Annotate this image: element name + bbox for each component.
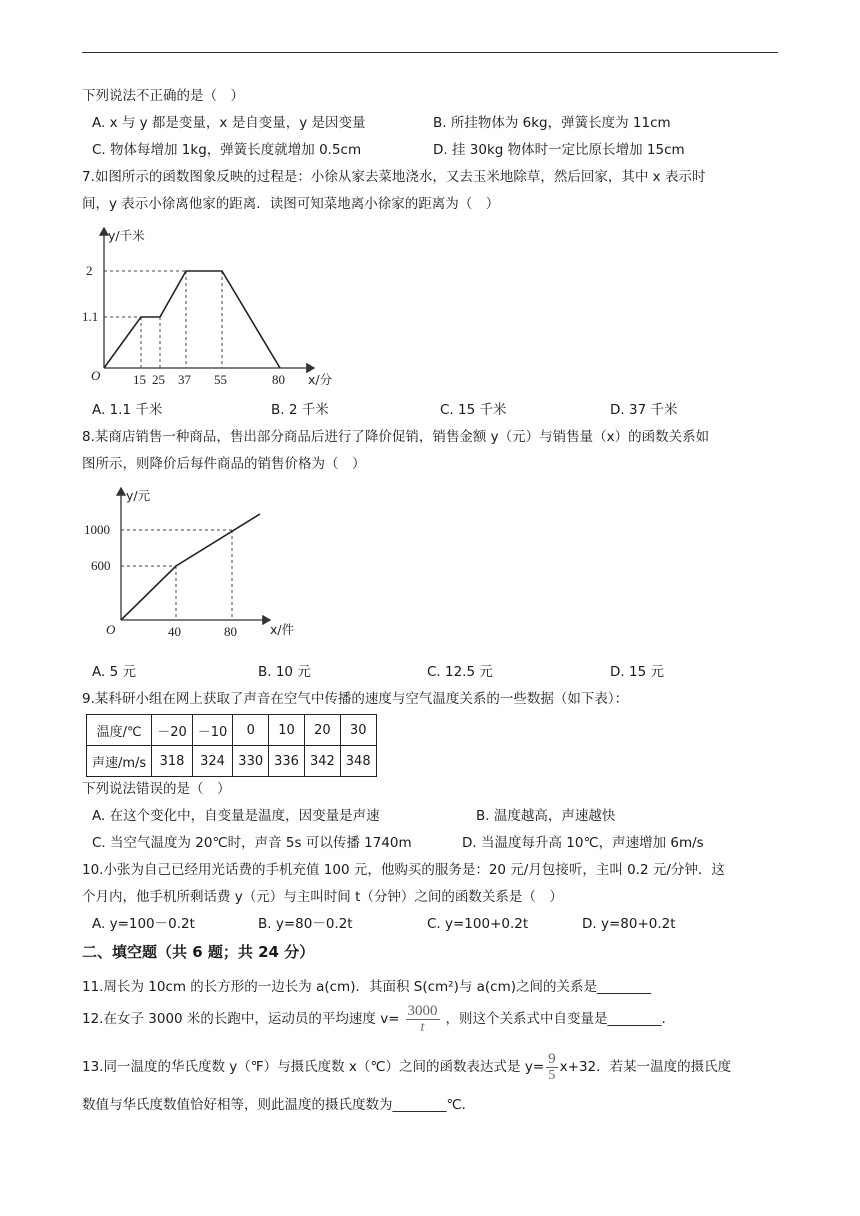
q12-before: 12.在女子 3000 米的长跑中，运动员的平均速度 v=	[82, 1011, 400, 1027]
q7-option-a[interactable]: A. 1.1 千米	[92, 402, 163, 418]
q8-y-axis-label: y/元	[126, 488, 151, 503]
q6-option-b[interactable]: B. 所挂物体为 6kg，弹簧长度为 11cm	[433, 115, 671, 131]
q7-xtick-37: 37	[178, 372, 191, 387]
header-rule	[82, 52, 778, 53]
q7-option-b[interactable]: B. 2 千米	[271, 402, 329, 418]
q8-ytick-1000: 1000	[84, 522, 110, 537]
q12-after: ，则这个关系式中自变量是________.	[445, 1011, 666, 1027]
q12-frac-num: 3000	[407, 1002, 438, 1019]
table-cell: 342	[304, 746, 340, 777]
table-cell: 318	[152, 746, 193, 777]
q8-xtick-80: 80	[224, 624, 237, 639]
q9-option-a[interactable]: A. 在这个变化中，自变量是温度，因变量是声速	[92, 808, 380, 824]
q7-origin: O	[91, 368, 101, 383]
q10-option-d[interactable]: D. y=80+0.2t	[582, 916, 676, 932]
q7-stem-line1: 7.如图所示的函数图象反映的过程是：小徐从家去菜地浇水，又去玉米地除草，然后回家，其中 x 表示时	[82, 169, 706, 185]
table-cell: 336	[269, 746, 305, 777]
table-cell: －20	[152, 715, 193, 746]
q13-line1	[82, 1050, 731, 1084]
q13-line2: 数值与华氏度数值恰好相等，则此温度的摄氏度数为________℃．	[82, 1097, 476, 1113]
q8-option-c[interactable]: C. 12.5 元	[427, 664, 493, 680]
q9-stem-tail: 下列说法错误的是（ ）	[82, 781, 231, 797]
q12-line	[82, 1002, 666, 1036]
q8-graph	[82, 482, 312, 644]
q9-option-c[interactable]: C. 当空气温度为 20℃时，声音 5s 可以传播 1740m	[92, 835, 412, 851]
q7-stem-line2: 间，y 表示小徐离他家的距离．读图可知菜地离小徐家的距离为（ ）	[82, 196, 500, 212]
section-title: 二、填空题（共 6 题；共 24 分）	[82, 943, 315, 961]
table-cell: 348	[340, 746, 376, 777]
q9-stem: 9.某科研小组在网上获取了声音在空气中传播的速度与空气温度关系的一些数据（如下表）：	[82, 691, 629, 707]
q8-guides	[121, 530, 232, 620]
q8-stem-line1: 8.某商店销售一种商品，售出部分商品后进行了降价促销，销售金额 y（元）与销售量（x）的函数关系如	[82, 429, 710, 445]
q7-function-line	[104, 271, 280, 368]
q6-stem: 下列说法不正确的是（ ）	[82, 88, 244, 104]
q11-text: 11.周长为 10cm 的长方形的一边长为 a(cm)．其面积 S(cm²)与 a(cm)之间的关系是________	[82, 979, 652, 995]
q9-option-d[interactable]: D. 当温度每升高 10℃，声速增加 6m/s	[462, 835, 704, 851]
table-cell: －10	[192, 715, 233, 746]
q7-xtick-55: 55	[214, 372, 227, 387]
q8-stem-line2: 图所示，则降价后每件商品的销售价格为（ ）	[82, 456, 366, 472]
q12-fraction	[406, 1004, 440, 1035]
table-cell: 30	[340, 715, 376, 746]
q10-option-a[interactable]: A. y=100－0.2t	[92, 916, 195, 932]
q10-stem-line1: 10.小张为自己已经用光话费的手机充值 100 元，他购买的服务是：20 元/月包接听，主叫 0.2 元/分钟．这	[82, 862, 725, 878]
q8-origin: O	[106, 622, 116, 637]
q7-guides	[104, 271, 222, 368]
q7-xtick-15: 15	[133, 372, 146, 387]
q13-frac-den: 5	[548, 1067, 556, 1083]
q7-x-axis-label: x/分	[308, 372, 333, 387]
q8-option-d[interactable]: D. 15 元	[610, 664, 664, 680]
table-cell: 10	[269, 715, 305, 746]
table-cell: 温度/℃	[87, 715, 152, 746]
q12-frac-den: t	[420, 1019, 425, 1035]
table-cell: 声速/m/s	[87, 746, 152, 777]
q9-data-table	[86, 714, 377, 777]
table-cell: 330	[233, 746, 269, 777]
q9-option-b[interactable]: B. 温度越高，声速越快	[476, 808, 616, 824]
q6-option-a[interactable]: A. x 与 y 都是变量，x 是自变量，y 是因变量	[92, 115, 366, 131]
table-row	[87, 746, 377, 777]
q7-ytick-1-1: 1.1	[82, 309, 99, 324]
table-cell: 20	[304, 715, 340, 746]
q8-ytick-600: 600	[91, 558, 111, 573]
table-cell: 0	[233, 715, 269, 746]
q13-frac-num: 9	[548, 1050, 556, 1067]
q13-fraction	[546, 1052, 558, 1083]
q7-y-axis-label: y/千米	[108, 228, 145, 243]
q10-stem-line2: 个月内，他手机所剩话费 y（元）与主叫时间 t（分钟）之间的函数关系是（ ）	[82, 889, 563, 905]
q13-before: 13.同一温度的华氏度数 y（℉）与摄氏度数 x（℃）之间的函数表达式是 y=	[82, 1059, 545, 1075]
q13-after: x+32．若某一温度的摄氏度	[559, 1059, 732, 1075]
q7-option-c[interactable]: C. 15 千米	[440, 402, 507, 418]
table-cell: 324	[192, 746, 233, 777]
q6-option-c[interactable]: C. 物体每增加 1kg，弹簧长度就增加 0.5cm	[92, 142, 362, 158]
q7-ytick-2: 2	[86, 263, 93, 278]
q8-option-b[interactable]: B. 10 元	[258, 664, 311, 680]
q8-xtick-40: 40	[168, 624, 181, 639]
q7-option-d[interactable]: D. 37 千米	[610, 402, 678, 418]
q7-graph	[82, 222, 352, 394]
table-row	[87, 715, 377, 746]
q10-option-b[interactable]: B. y=80－0.2t	[258, 916, 353, 932]
q8-option-a[interactable]: A. 5 元	[92, 664, 136, 680]
q6-option-d[interactable]: D. 挂 30kg 物体时一定比原长增加 15cm	[433, 142, 685, 158]
q10-option-c[interactable]: C. y=100+0.2t	[427, 916, 529, 932]
q8-x-axis-label: x/件	[270, 622, 295, 637]
q7-xtick-25: 25	[152, 372, 165, 387]
q7-xtick-80: 80	[272, 372, 285, 387]
